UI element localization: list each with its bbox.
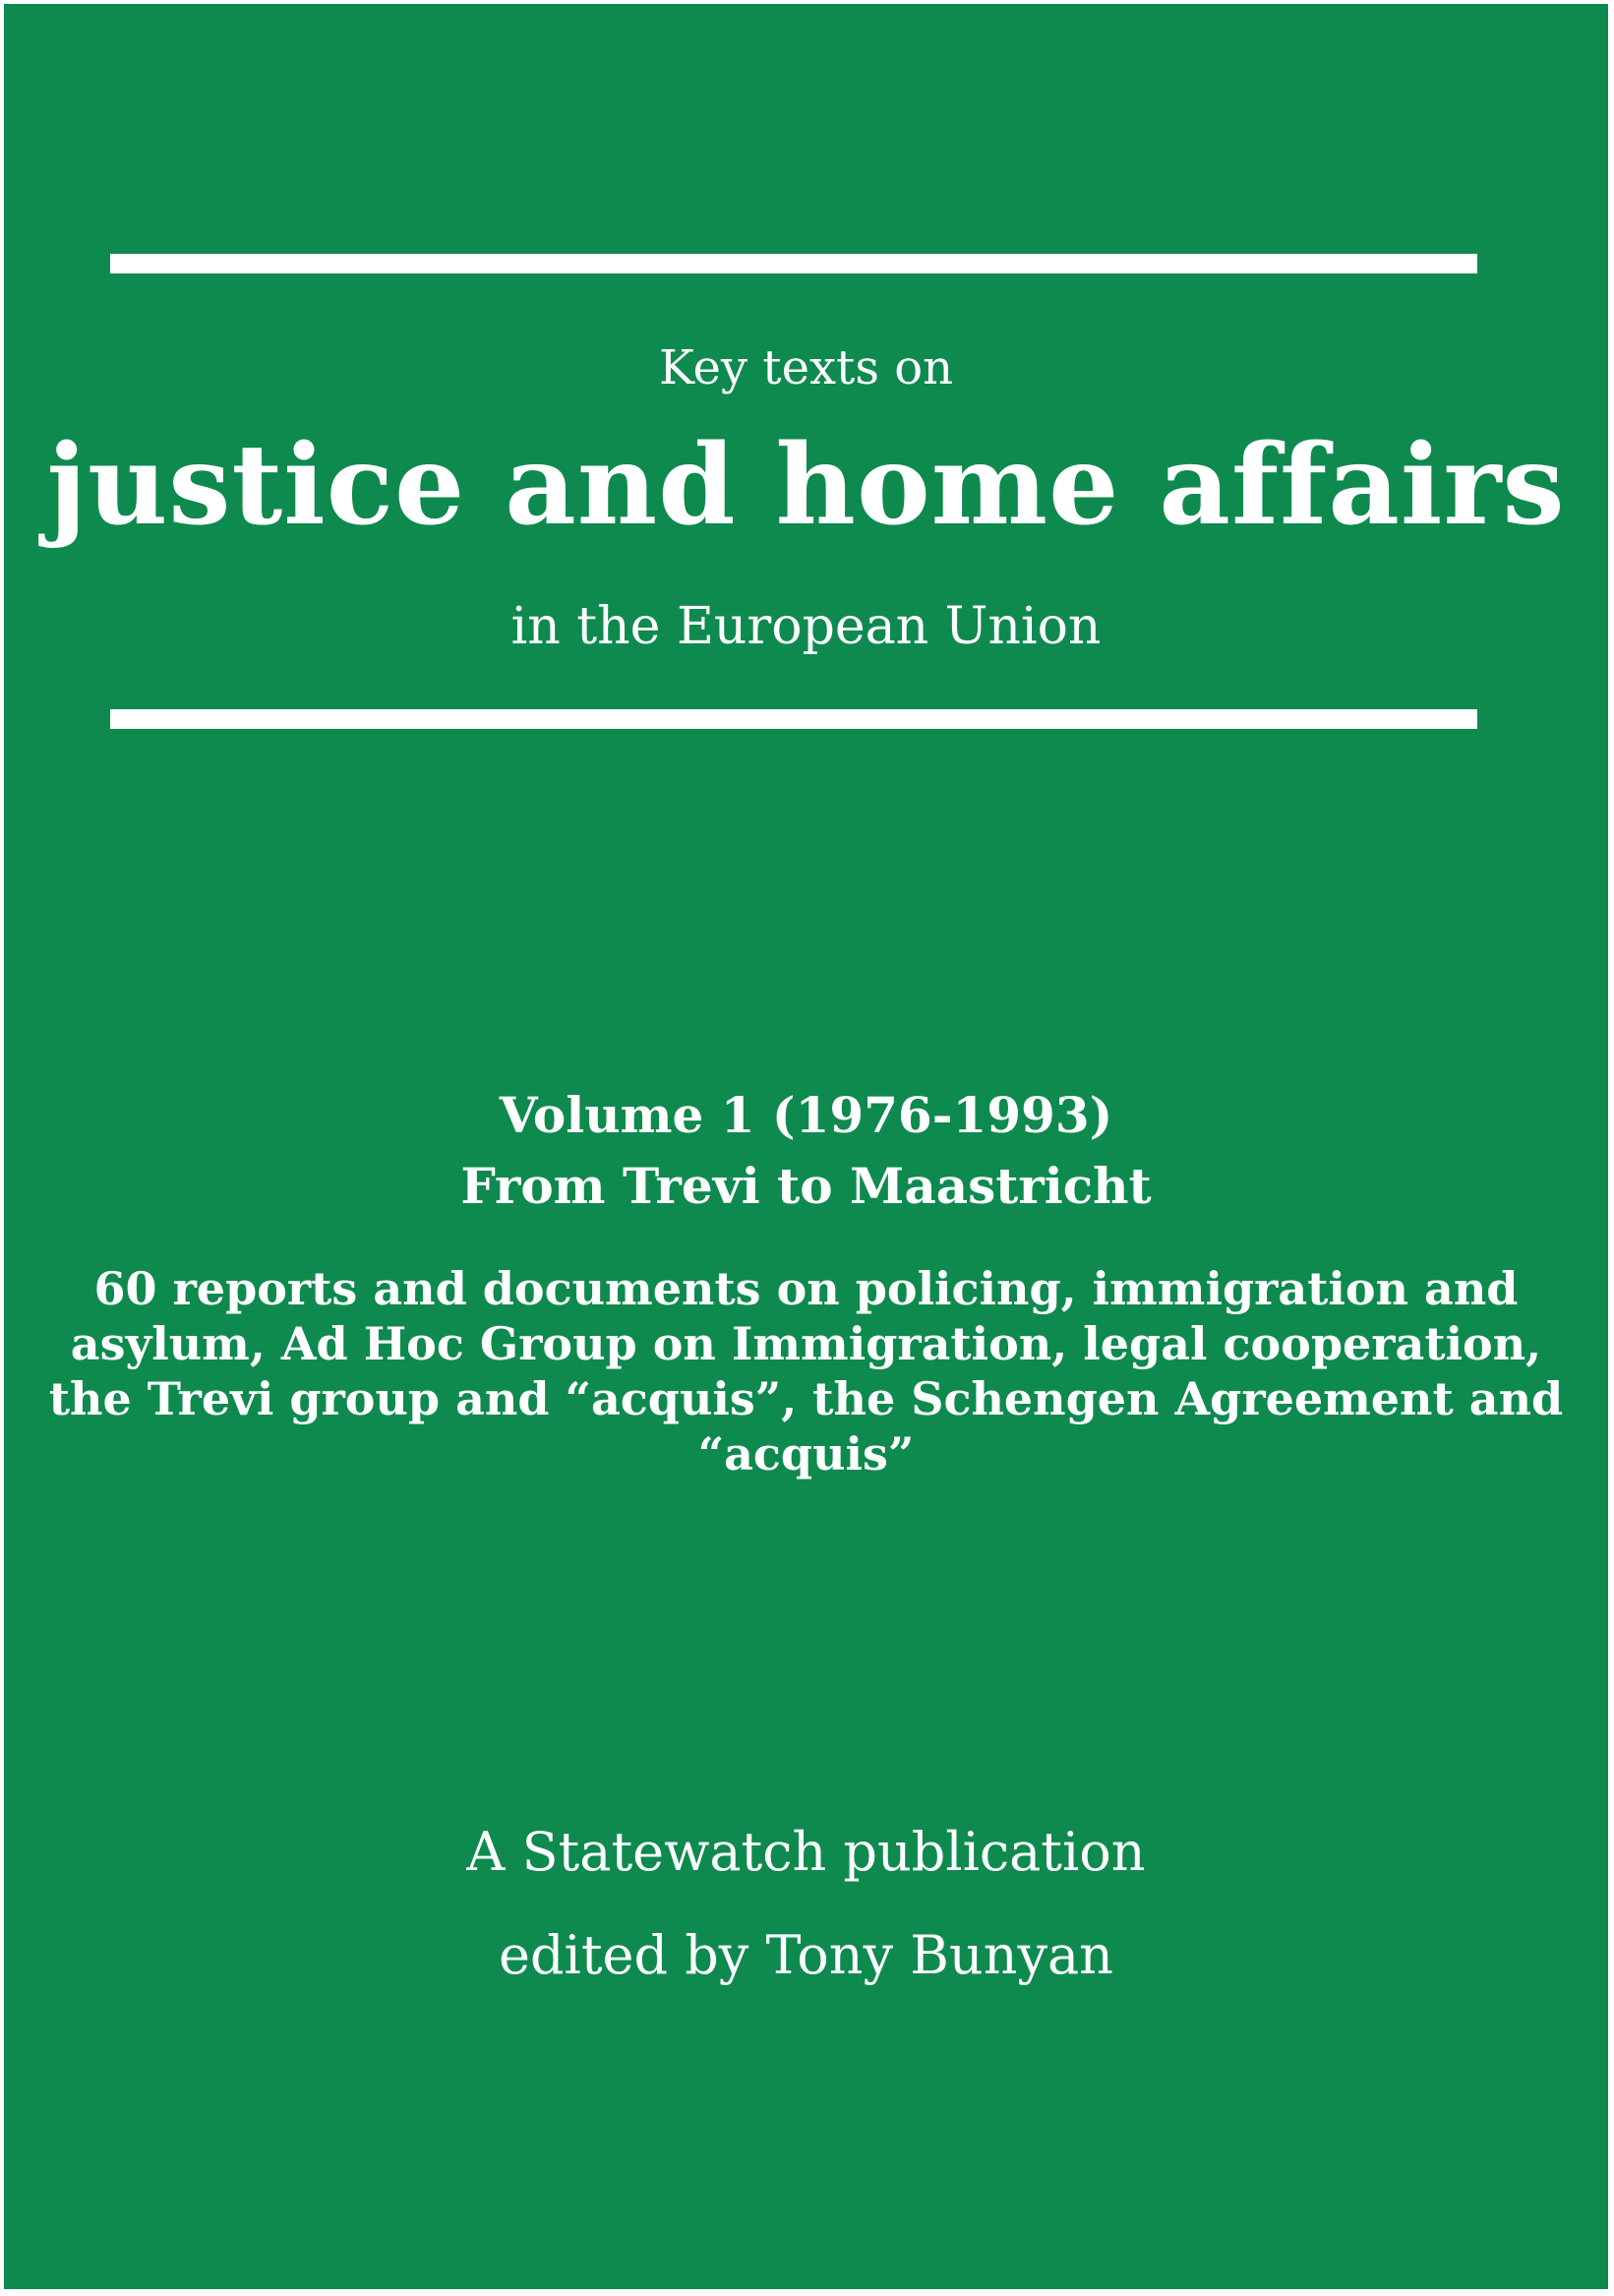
bottom-rule [110,709,1477,729]
volume-subtitle: From Trevi to Maastricht [460,1157,1152,1215]
description-line: asylum, Ad Hoc Group on Immigration, legal cooperation, [70,1317,1542,1370]
top-rule [110,254,1477,273]
book-subtitle: in the European Union [510,597,1102,656]
book-title: justice and home affairs [46,421,1566,550]
description [4,1261,1608,1481]
book-cover [4,4,1608,2289]
description-line: “acquis” [697,1427,915,1480]
kicker-text: Key texts on [658,340,954,395]
editor-text: edited by Tony Bunyan [499,1924,1113,1986]
volume-label: Volume 1 (1976-1993) [499,1086,1113,1144]
description-line: 60 reports and documents on policing, immigration and [93,1262,1519,1315]
publisher-text: A Statewatch publication [466,1821,1146,1883]
description-line: the Trevi group and “acquis”, the Schengen Agreement and [48,1372,1564,1425]
